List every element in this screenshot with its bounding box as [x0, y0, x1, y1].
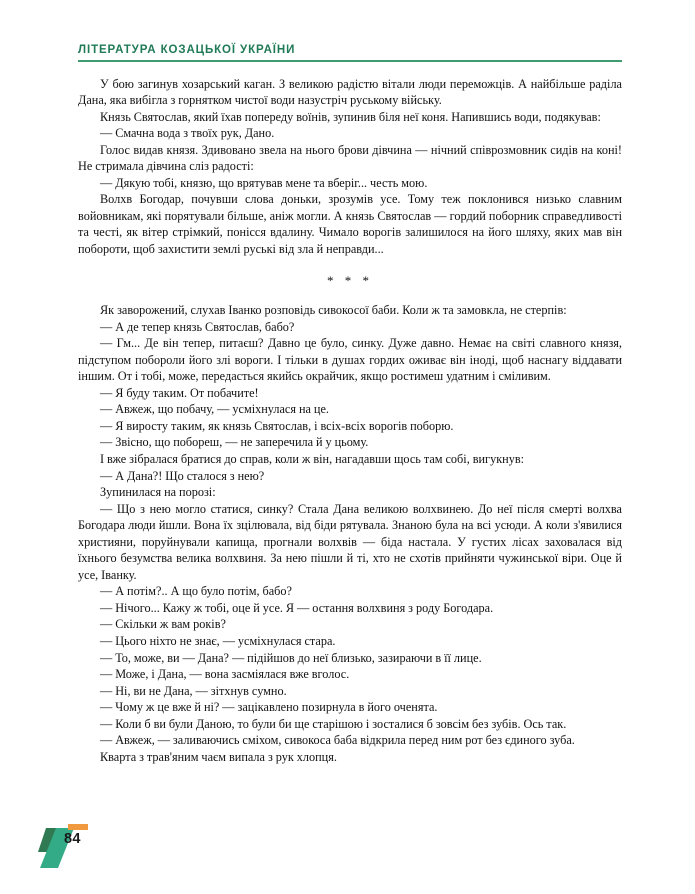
page-footer [0, 814, 695, 894]
paragraph: — Що з нею могло статися, синку? Стала Дана великою волхвинею. До неї після смерті волхва Богодара люди йшли. Вона їх зцілювала, від біди рятувала. Знаною була на всі усюди. А коли з'явилися християни, поруйнували капища, прогнали волхвів — біда настала. У густих лісах заховалася від їхнього безумства велика волхвиня. За нею пішли й ті, хто не схотів прийняти чужинської віри. Оце й усе, Іванку. [78, 501, 622, 582]
paragraph: — Смачна вода з твоїх рук, Дано. [100, 126, 275, 141]
paragraph: — Скільки ж вам років? [100, 617, 226, 632]
paragraph: — Звісно, що побореш, — не заперечила й у цьому. [100, 435, 369, 450]
paragraph: — Чому ж це вже й ні? — зацікавлено позирнула в його оченята. [100, 700, 438, 715]
page-content [78, 44, 622, 765]
body-text-after-separator [78, 302, 622, 765]
page-number: 84 [64, 831, 81, 847]
paragraph: — Я виросту таким, як князь Святослав, і всіх-всіх ворогів поборю. [100, 418, 454, 433]
paragraph: — То, може, ви — Дана? — підійшов до неї близько, зазираючи в її лице. [100, 650, 482, 665]
paragraph: — Дякую тобі, князю, що врятував мене та вберіг... честь мою. [100, 175, 428, 190]
paragraph: І вже зібралася братися до справ, коли ж він, нагадавши щось там собі, вигукнув: [100, 451, 525, 466]
paragraph: Зупинилася на порозі: [100, 485, 216, 500]
paragraph: — Цього ніхто не знає, — усміхнулася стара. [100, 634, 336, 648]
running-head: ЛІТЕРАТУРА КОЗАЦЬКОЇ УКРАЇНИ [78, 44, 296, 56]
paragraph: — Авжеж, — заливаючись сміхом, сивокоса баба відкрила перед ним рот без єдиного зуба. [100, 733, 575, 748]
paragraph: Князь Святослав, який їхав попереду воїнів, зупинив біля неї коня. Напившись води, подякував: [100, 109, 601, 124]
paragraph: Як заворожений, слухав Іванко розповідь сивокосої баби. Коли ж та замовкла, не стерпів: [100, 303, 567, 318]
paragraph: — Я буду таким. От побачите! [100, 385, 259, 400]
paragraph: — Нічого... Кажу ж тобі, оце й усе. Я — остання волхвиня з роду Богодара. [100, 600, 494, 615]
paragraph: Кварта з трав'яним чаєм випала з рук хлопця. [100, 749, 337, 764]
paragraph: Волхв Богодар, почувши слова доньки, зрозумів усе. Тому теж поклонився низько славним войовникам, які порятували більше, аніж могли. А князь Святослав — гордий поборник справедливості та честі, як вітер стрімкий, понісся вдалину. Чимало ворогів залишилося на його шляху, яких мав він побороти, щоб захистити землі руські від зла й неправди... [78, 192, 622, 256]
header-rule [78, 60, 622, 62]
section-separator: * * * [327, 272, 373, 288]
paragraph: У бою загинув хозарський каган. З великою радістю вітали люди переможців. А найбільше раділа Дана, яка вибігла з горнятком чистої води назустріч руському війську. [78, 76, 622, 108]
paragraph: — Авжеж, що побачу, — усміхнулася на це. [100, 402, 329, 417]
paragraph: — Гм... Де він тепер, питаєш? Давно це було, синку. Дуже давно. Немає на світі славного князя, підступом побороли його злі вороги. І тільки в душах гордих оживає він іноді, щоб наснагу віддавати іншим. От і тобі, може, передасться якийсь окрайчик, якщо ростимеш удатним і сміливим. [78, 336, 622, 384]
paragraph: Голос видав князя. Здивовано звела на нього брови дівчина — нічний співрозмовник сидів на коні! Не стримала дівчина сліз радості: [78, 142, 622, 174]
paragraph: — А потім?.. А що було потім, бабо? [100, 584, 292, 599]
paragraph: — А Дана?! Що сталося з нею? [100, 468, 265, 483]
paragraph: — Ні, ви не Дана, — зітхнув сумно. [100, 683, 287, 698]
paragraph: — Може, і Дана, — вона засміялася вже вголос. [100, 667, 350, 682]
paragraph: — А де тепер князь Святослав, бабо? [100, 319, 295, 334]
paragraph: — Коли б ви були Даною, то були би ще старішою і зосталися б зовсім без зубів. Ось так. [100, 716, 567, 731]
body-text-before-separator [78, 76, 622, 258]
